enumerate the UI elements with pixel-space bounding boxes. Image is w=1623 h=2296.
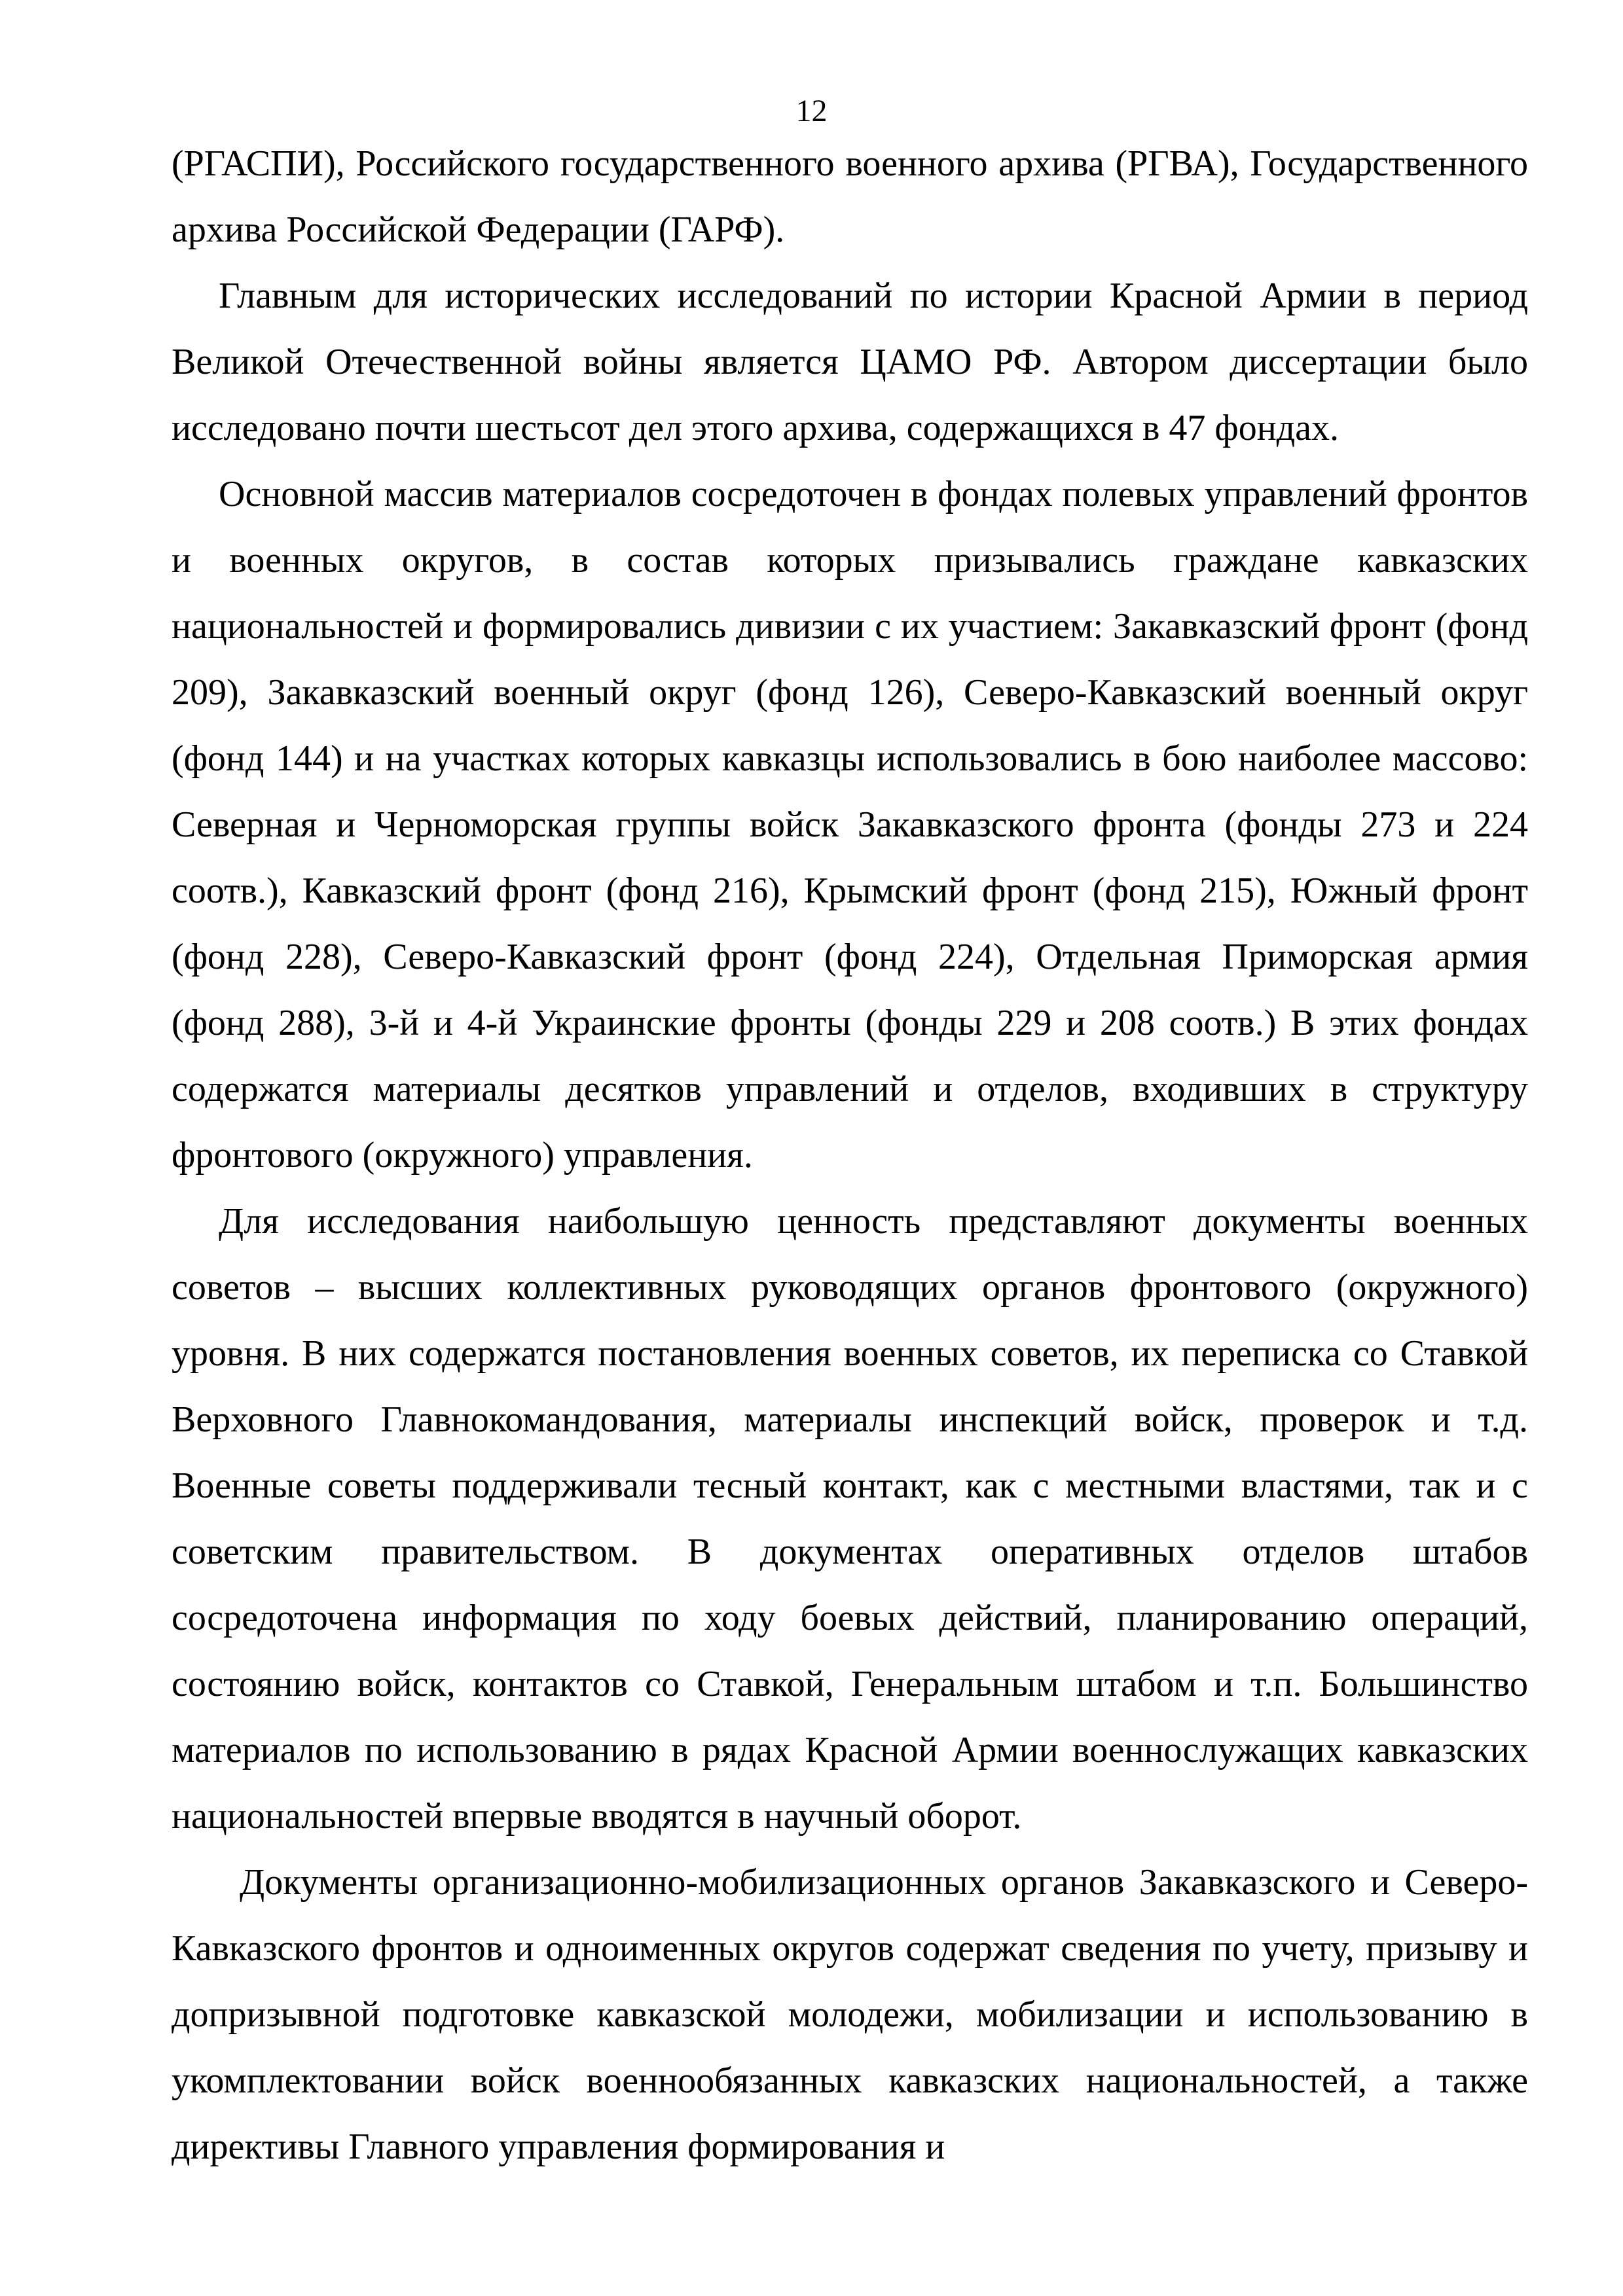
paragraph-field-directorates: Основной массив материалов сосредоточен в фондах полевых управлений фронтов и военных округов, в состав которых призывались граждане кавказских национальностей и формировались дивизии с их участием: Закавказский фронт (фонд 209), Закавказский военный округ (фонд 126), Северо-Кавказский военный округ (фонд 144) и на участках которых кавказцы использовались в бою наиболее массово: Северная и Черноморская группы войск Закавказского фронта (фонды 273 и 224 соотв.), Кавказский фронт (фонд 216), Крымский фронт (фонд 215), Южный фронт (фонд 228), Северо-Кавказский фронт (фонд 224), Отдельная Приморская армия (фонд 288), 3-й и 4-й Украинские фронты (фонды 229 и 208 соотв.) В этих фондах содержатся материалы десятков управлений и отделов, входивших в структуру фронтового (окружного) управления. bbox=[172, 474, 1528, 1175]
paragraph-military-councils: Для исследования наибольшую ценность представляют документы военных советов – высших коллективных руководящих органов фронтового (окружного) уровня. В них содержатся постановления военных советов, их переписка со Ставкой Верховного Главнокомандования, материалы инспекций войск, проверок и т.д. Военные советы поддерживали тесный контакт, как с местными властями, так и с советским правительством. В документах оперативных отделов штабов сосредоточена информация по ходу боевых действий, планированию операций, состоянию войск, контактов со Ставкой, Генеральным штабом и т.п. Большинство материалов по использованию в рядах Красной Армии военнослужащих кавказских национальностей впервые вводятся в научный оборот. bbox=[172, 1201, 1528, 1837]
page-number: 12 bbox=[795, 94, 828, 128]
body-text bbox=[172, 131, 1528, 2180]
paragraph-archives-continued: (РГАСПИ), Российского государственного военного архива (РГВА), Государственного архива Российской Федерации (ГАРФ). bbox=[172, 143, 1528, 250]
paragraph-mobilization-documents: Документы организационно-мобилизационных органов Закавказского и Северо-Кавказского фронтов и одноименных округов содержат сведения по учету, призыву и допризывной подготовке кавказской молодежи, мобилизации и использованию в укомплектовании войск военнообязанных кавказских национальностей, а также директивы Главного управления формирования и bbox=[172, 1862, 1528, 2167]
paragraph-tsamo: Главным для исторических исследований по истории Красной Армии в период Великой Отечественной войны является ЦАМО РФ. Автором диссертации было исследовано почти шестьсот дел этого архива, содержащихся в 47 фондах. bbox=[172, 276, 1528, 448]
